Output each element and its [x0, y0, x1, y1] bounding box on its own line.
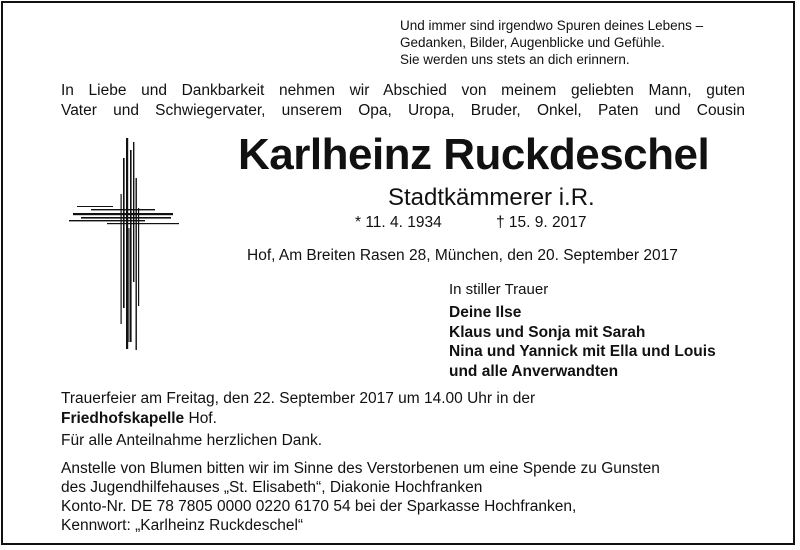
poem-line: Sie werden uns stets an dich erinnern.: [400, 52, 630, 67]
intro-line: In Liebe und Dankbarkeit nehmen wir Abschied von meinem geliebten Mann, guten: [61, 82, 745, 99]
family-member: Nina und Yannick mit Ella und Louis: [449, 343, 716, 360]
poem-line: Und immer sind irgendwo Spuren deines Lebens –: [400, 18, 704, 33]
service-location-rest: Hof.: [184, 410, 217, 427]
place-and-date: Hof, Am Breiten Rasen 28, München, den 20. September 2017: [247, 247, 678, 264]
family-member: Klaus und Sonja mit Sarah: [449, 323, 646, 341]
poem: [400, 17, 703, 68]
donation-line: des Jugendhilfehauses „St. Elisabeth“, Diakonie Hochfranken: [61, 479, 483, 496]
family-list: [449, 303, 716, 381]
cross-icon: [69, 138, 179, 354]
thanks-text: Für alle Anteilnahme herzlichen Dank.: [61, 432, 323, 449]
deceased-name: Karlheinz Ruckdeschel: [238, 130, 710, 179]
deceased-title: Stadtkämmerer i.R.: [388, 184, 595, 211]
family-member: Deine Ilse: [449, 304, 522, 321]
birth-date: * 11. 4. 1934: [355, 214, 442, 231]
service-location: [61, 409, 535, 429]
service-location-bold: Friedhofskapelle: [61, 410, 185, 427]
funeral-service: [61, 389, 535, 429]
family-member: und alle Anverwandten: [449, 362, 619, 380]
intro-text: [61, 81, 745, 121]
donation-line: Konto-Nr. DE 78 7805 0000 0220 6170 54 bei der Sparkasse Hochfranken,: [61, 498, 577, 515]
donation-text: [61, 459, 660, 535]
service-line: Trauerfeier am Freitag, den 22. September 2017 um 14.00 Uhr in der: [61, 390, 536, 407]
death-date: † 15. 9. 2017: [496, 214, 587, 231]
poem-line: Gedanken, Bilder, Augenblicke und Gefühle.: [400, 35, 665, 50]
intro-line: Vater und Schwiegervater, unserem Opa, Uropa, Bruder, Onkel, Paten und Cousin: [61, 102, 745, 119]
donation-line: Anstelle von Blumen bitten wir im Sinne des Verstorbenen um eine Spende zu Gunsten: [61, 460, 660, 477]
donation-line: Kennwort: „Karlheinz Ruckdeschel“: [61, 517, 304, 534]
obituary-card: [1, 1, 795, 545]
mourning-label: In stiller Trauer: [449, 281, 549, 298]
